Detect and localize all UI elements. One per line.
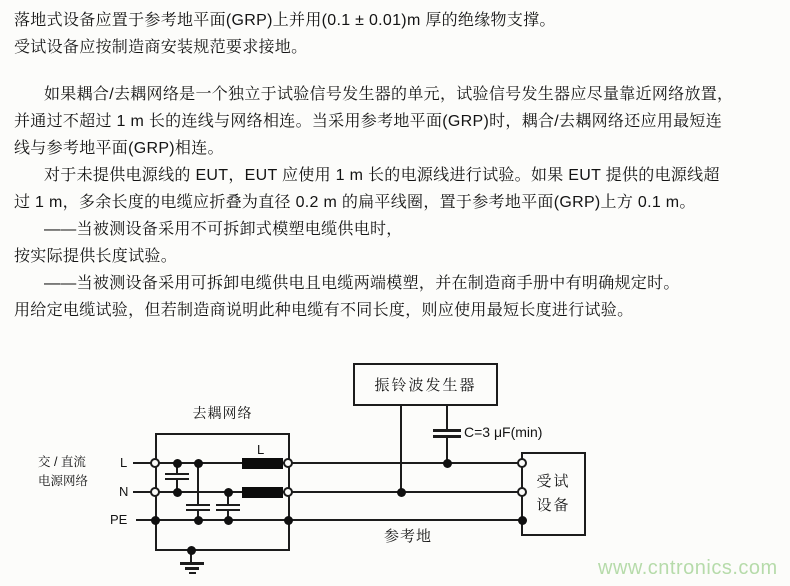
text-line: 按实际提供长度试验。: [14, 248, 178, 265]
junction-dot: [173, 459, 182, 468]
text-line: 用给定电缆试验，但若制造商说明此种电缆有不同长度，则应使用最短长度进行试验。: [14, 302, 634, 319]
capacitor2-plate: [186, 504, 210, 506]
capacitor3-plate: [216, 504, 240, 506]
junction-dot: [173, 488, 182, 497]
text-line: 对于未提供电源线的 EUT，EUT 应使用 1 m 长的电源线进行试验。如果 EUT 提供的电源线超: [44, 167, 720, 184]
inductor-label: L: [257, 442, 265, 457]
watermark: www.cntronics.com: [598, 557, 778, 579]
line-l-label: L: [120, 455, 128, 470]
junction-dot: [284, 516, 293, 525]
decoupling-network-label: 去耦网络: [192, 405, 253, 421]
junction-dot: [194, 459, 203, 468]
terminal-circle: [150, 458, 160, 468]
generator-wire-to-n: [400, 405, 402, 493]
coupling-capacitor-label: C=3 μF(min): [464, 424, 543, 440]
eut-label-line1: 受试: [536, 473, 571, 490]
mains-label-line1: 交 / 直流: [38, 455, 86, 469]
ground-bar: [180, 562, 204, 565]
terminal-circle: [283, 458, 293, 468]
inductor-line-n: [242, 487, 283, 498]
ground-bar: [185, 567, 199, 570]
mains-label-line2: 电源网络: [38, 474, 89, 488]
mains-network-label: [38, 453, 88, 491]
line-n-label: N: [119, 484, 129, 499]
terminal-circle: [283, 487, 293, 497]
junction-dot: [187, 546, 196, 555]
text-line: ——当被测设备采用不可拆卸式模塑电缆供电时，: [44, 221, 403, 238]
capacitor2-lead: [197, 463, 199, 504]
capacitor1-plate: [165, 473, 189, 475]
reference-ground-label: 参考地: [384, 528, 433, 545]
generator-label: 振铃波发生器: [374, 377, 477, 394]
text-line: 过 1 m，多余长度的电缆应折叠为直径 0.2 m 的扁平线圈，置于参考地平面(GRP)上方 0.1 m。: [14, 194, 696, 211]
junction-dot: [397, 488, 406, 497]
ground-bar: [189, 572, 196, 575]
text-line: 线与参考地平面(GRP)相连。: [14, 140, 224, 157]
terminal-circle: [150, 487, 160, 497]
text-line: 落地式设备应置于参考地平面(GRP)上并用(0.1 ± 0.01)m 厚的绝缘物支撑。: [14, 12, 556, 29]
text-line: 如果耦合/去耦网络是一个独立于试验信号发生器的单元，试验信号发生器应尽量靠近网络放置，: [44, 86, 734, 103]
coupling-capacitor-plate: [433, 435, 461, 438]
wire-line-n: [133, 491, 522, 493]
eut-label-line2: 设备: [536, 497, 571, 514]
line-pe-label: PE: [110, 512, 128, 527]
coupling-capacitor-plate: [433, 429, 461, 432]
inductor-line-l: [242, 458, 283, 469]
eut-label: [521, 452, 586, 536]
junction-dot: [224, 516, 233, 525]
junction-dot: [224, 488, 233, 497]
wire-line-l: [133, 462, 522, 464]
generator-wire-to-capacitor: [446, 405, 448, 429]
text-line: 并通过不超过 1 m 长的连线与网络相连。当采用参考地平面(GRP)时，耦合/去耦网络还应用最短连: [14, 113, 723, 130]
text-line: 受试设备应按制造商安装规范要求接地。: [14, 39, 308, 56]
junction-dot: [443, 459, 452, 468]
junction-dot: [194, 516, 203, 525]
junction-dot: [151, 516, 160, 525]
text-line: ——当被测设备采用可拆卸电缆供电且电缆两端模塑，并在制造商手册中有明确规定时。: [44, 275, 680, 292]
